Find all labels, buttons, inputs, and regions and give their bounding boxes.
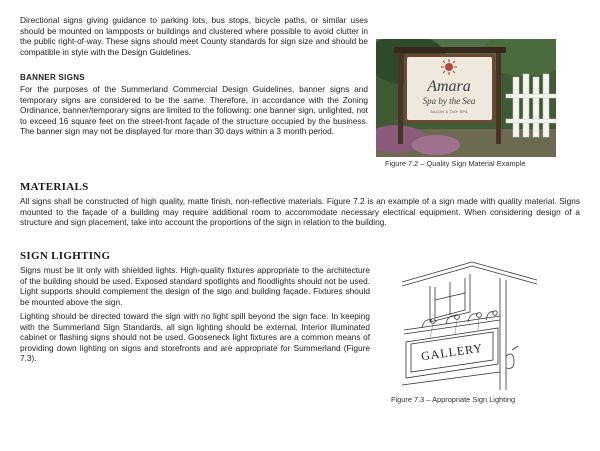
materials-paragraph: All signs shall be constructed of high quality, matte finish, non-reflective materials. Figure 7.2 is an example of a sign made with quality material. Signs mounted to the façade of a building may require additional room to accommodate necessary electrical equipment. When considering design of a structure and sign placement, take into account the proportions of the sign in relation to the building.: [20, 196, 580, 228]
sign-lighting-paragraph-1: Signs must be lit only with shielded lights. High-quality fixtures appropriate to the architecture of the building should be used. Exposed standard spotlights and floodlights should not be used. Light supports should complement the design of the sign and building façade. Fixtures should be mounted above the sign.: [20, 265, 370, 307]
banner-signs-heading: BANNER SIGNS: [20, 73, 85, 82]
materials-heading: MATERIALS: [20, 181, 89, 193]
figure-7-3-sketch: [402, 260, 537, 390]
sign-lighting-paragraph-2: Lighting should be directed toward the sign with no light spill beyond the sign face. In keeping with the Summerland Sign Standards, all sign lighting should be external. Interior illuminated cabinet or flashing signs should not be used. Gooseneck light fixtures are a common means of providing down lighting on signs and storefronts and are appropriate for Summerland (Figure 7.3).: [20, 311, 370, 364]
figure-7-2-photo: [376, 39, 556, 157]
sun-logo-icon: [441, 59, 457, 75]
sign-lighting-heading: SIGN LIGHTING: [20, 250, 111, 262]
gallery-sign-illustration: [402, 260, 537, 390]
sign-tagline-text: Spa by the Sea: [422, 96, 476, 106]
amara-sign-illustration: [376, 39, 556, 157]
sign-name-text: Amara: [427, 78, 471, 95]
figure-7-3-caption: Figure 7.3 – Appropriate Sign Lighting: [391, 395, 516, 404]
gallery-sign-text: GALLERY: [420, 340, 484, 364]
banner-signs-paragraph: For the purposes of the Summerland Commercial Design Guidelines, banner signs and temporary signs are considered to be the same. Therefore, in accordance with the Zoning Ordinance, banner/temporary signs are limited to the following: one banner sign, unlighted, not to exceed 16 square feet on the street-front façade of the structure occupied by the business. The banner sign may not be displayed for more than 30 days within a 3 month period.: [20, 84, 368, 137]
intro-paragraph: Directional signs giving guidance to parking lots, bus stops, bicycle paths, or similar uses should be mounted on lampposts or buildings and clustered where possible to avoid clutter in the public right-of-way. These signs should meet County standards for sign size and should be compatible in style with the Design Guidelines.: [20, 15, 368, 57]
sign-subline-text: SALON & DAY SPA: [430, 110, 468, 114]
figure-7-2-caption: Figure 7.2 – Quality Sign Material Example: [385, 159, 526, 168]
